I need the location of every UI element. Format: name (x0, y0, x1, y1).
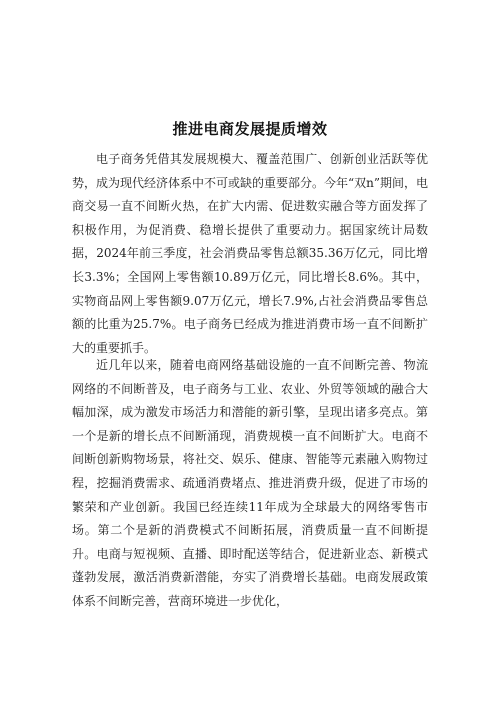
paragraph-2: 近几年以来，随着电商网络基础设施的一直不间断完善、物流网络的不间断普及，电子商务与工业、农业、外贸等领域的融合大幅加深，成为激发市场活力和潜能的新引擎，呈现出诸多亮点。第一个是新的增长点不间断涌现，消费规模一直不间断扩大。电商不间断创新购物场景，将社交、娱乐、健康、智能等元素融入购物过程，挖掘消费需求、疏通消费堵点、推进消费升级，促进了市场的繁荣和产业创新。我国已经连续11年成为全球最大的网络零售市场。第二个是新的消费模式不间断拓展，消费质量一直不间断提升。电商与短视频、直播、即时配送等结合，促进新业态、新模式蓬勃发展，激活消费新潜能，夯实了消费增长基础。电商发展政策体系不间断完善，营商环境进一步优化， (72, 358, 428, 608)
document-title: 推进电商发展提质增效 (172, 120, 328, 138)
paragraph-1: 电子商务凭借其发展规模大、覆盖范围广、创新创业活跃等优势，成为现代经济体系中不可或缺的重要部分。今年“双n”期间，电商交易一直不间断火热，在扩大内需、促进数实融合等方面发挥了积极作用，为促消费、稳增长提供了重要动力。据国家统计局数据，2024年前三季度，社会消费品零售总额35.36万亿元，同比增长3.3%；全国网上零售额10.89万亿元，同比增长8.6%。其中，实物商品网上零售额9.07万亿元，增长7.9%,占社会消费品零售总额的比重为25.7%。电子商务已经成为推进消费市场一直不间断扩大的重要抓手。 (72, 152, 429, 355)
